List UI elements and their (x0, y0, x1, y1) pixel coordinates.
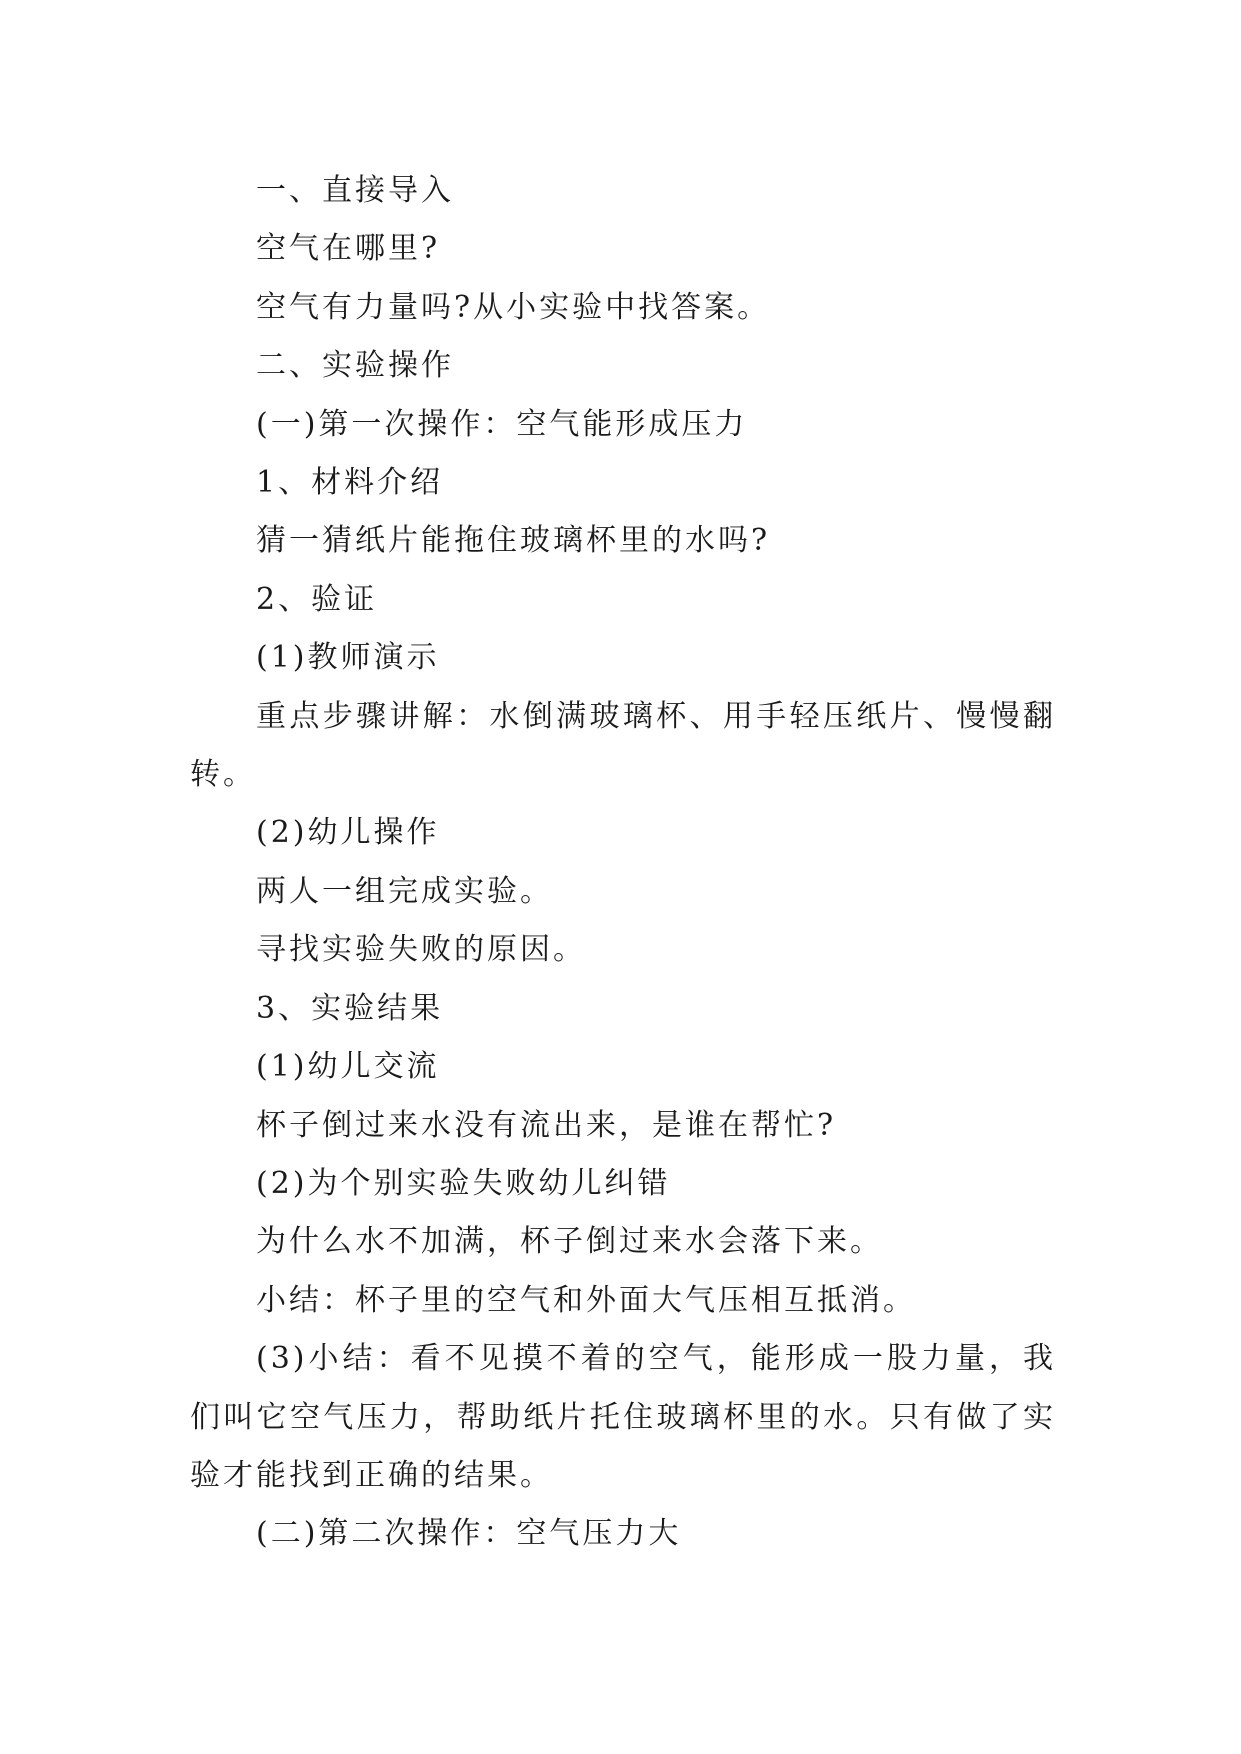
subheading: (1)幼儿交流 (256, 1049, 440, 1085)
paragraph: 寻找实验失败的原因。 (256, 932, 586, 968)
subheading: (1)教师演示 (256, 640, 440, 676)
paragraph: 空气在哪里? (256, 231, 441, 267)
subheading: (2)幼儿操作 (256, 815, 440, 851)
paragraph: 杯子倒过来水没有流出来，是谁在帮忙? (256, 1107, 837, 1143)
subheading: 1、材料介绍 (256, 465, 444, 501)
subheading: (2)为个别实验失败幼儿纠错 (256, 1165, 671, 1201)
paragraph: 空气有力量吗?从小实验中找答案。 (256, 289, 771, 325)
heading-section-2: 二、实验操作 (256, 348, 454, 384)
paragraph: (3)小结：看不见摸不着的空气，能形成一股力量，我们叫它空气压力，帮助纸片托住玻璃杯里的水。只有做了实验才能找到正确的结果。 (190, 1341, 1056, 1493)
heading-section-1: 一、直接导入 (256, 173, 454, 208)
subheading: 3、实验结果 (256, 990, 444, 1026)
subheading: 2、验证 (256, 581, 378, 617)
paragraph: 猜一猜纸片能拖住玻璃杯里的水吗? (256, 523, 771, 559)
subheading: (一)第一次操作：空气能形成压力 (256, 406, 748, 442)
paragraph: 重点步骤讲解：水倒满玻璃杯、用手轻压纸片、慢慢翻转。 (190, 698, 1056, 793)
paragraph: 小结：杯子里的空气和外面大气压相互抵消。 (256, 1282, 916, 1318)
document-body (190, 162, 1056, 1564)
paragraph: 两人一组完成实验。 (256, 873, 553, 909)
paragraph: 为什么水不加满，杯子倒过来水会落下来。 (256, 1224, 883, 1260)
subheading: (二)第二次操作：空气压力大 (256, 1516, 682, 1552)
